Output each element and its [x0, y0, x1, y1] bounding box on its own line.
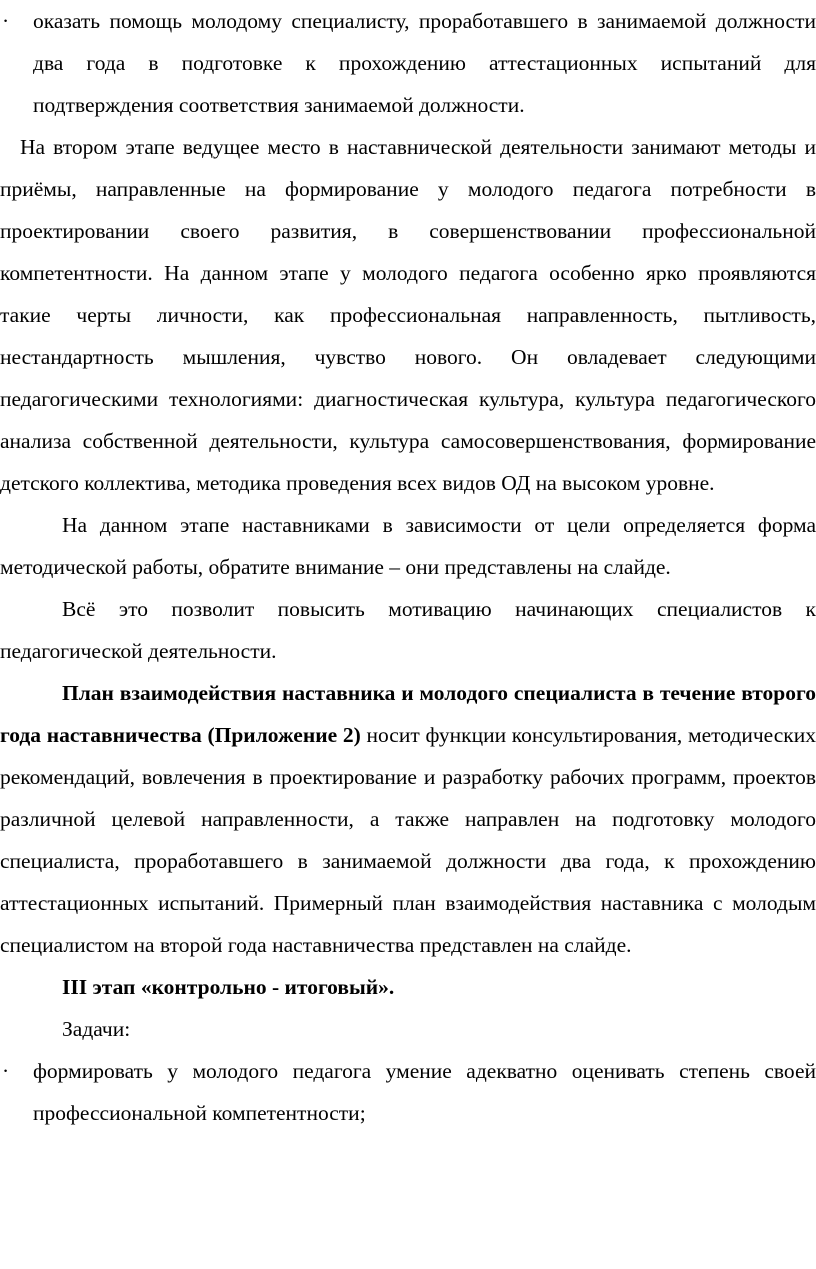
tasks-label: Задачи: [62, 1017, 131, 1041]
stage-three-heading: III этап «контрольно - итоговый». [62, 975, 395, 999]
bullet-item-self-assessment [0, 1050, 816, 1134]
plan-description: носит функции консультирования, методических рекомендаций, вовлечения в проектирование и разработку рабочих программ, проектов различной целевой направленности, а также направлен на подготовку молодого специалиста, проработавшего в занимаемой должности два года, к прохождению аттестационных испытаний. Примерный план взаимодействия наставника с молодым специалистом на второй года наставничества представлен на слайде. [0, 723, 816, 957]
bullet-text: формировать у молодого педагога умение адекватно оценивать степень своей профессиональной компетентности; [33, 1059, 816, 1125]
bullet-item-assist [0, 0, 816, 126]
paragraph-methodical-forms: На данном этапе наставниками в зависимости от цели определяется форма методической работы, обратите внимание – они представлены на слайде. [0, 513, 816, 579]
paragraph-motivation: Всё это позволит повысить мотивацию начинающих специалистов к педагогической деятельности. [0, 597, 816, 663]
bullet-marker: · [2, 1059, 10, 1083]
bullet-text: оказать помощь молодому специалисту, проработавшего в занимаемой должности два года в подготовке к прохождению аттестационных испытаний для подтверждения соответствия занимаемой должности. [33, 9, 816, 117]
bullet-marker: · [2, 9, 10, 33]
paragraph-interaction-plan [0, 672, 816, 966]
plan-title-bold: План взаимодействия наставника и молодого специалиста в течение второго года наставничества (Приложение 2) [0, 681, 816, 747]
paragraph-stage-two: На втором этапе ведущее место в наставнической деятельности занимают методы и приёмы, направленные на формирование у молодого педагога потребности в проектировании своего развития, в совершенствовании профессиональной компетентности. На данном этапе у молодого педагога особенно ярко проявляются такие черты личности, как профессиональная направленность, пытливость, нестандартность мышления, чувство нового. Он овладевает следующими педагогическими технологиями: диагностическая культура, культура педагогического анализа собственной деятельности, культура самосовершенствования, формирование детского коллектива, методика проведения всех видов ОД на высоком уровне. [0, 135, 816, 495]
